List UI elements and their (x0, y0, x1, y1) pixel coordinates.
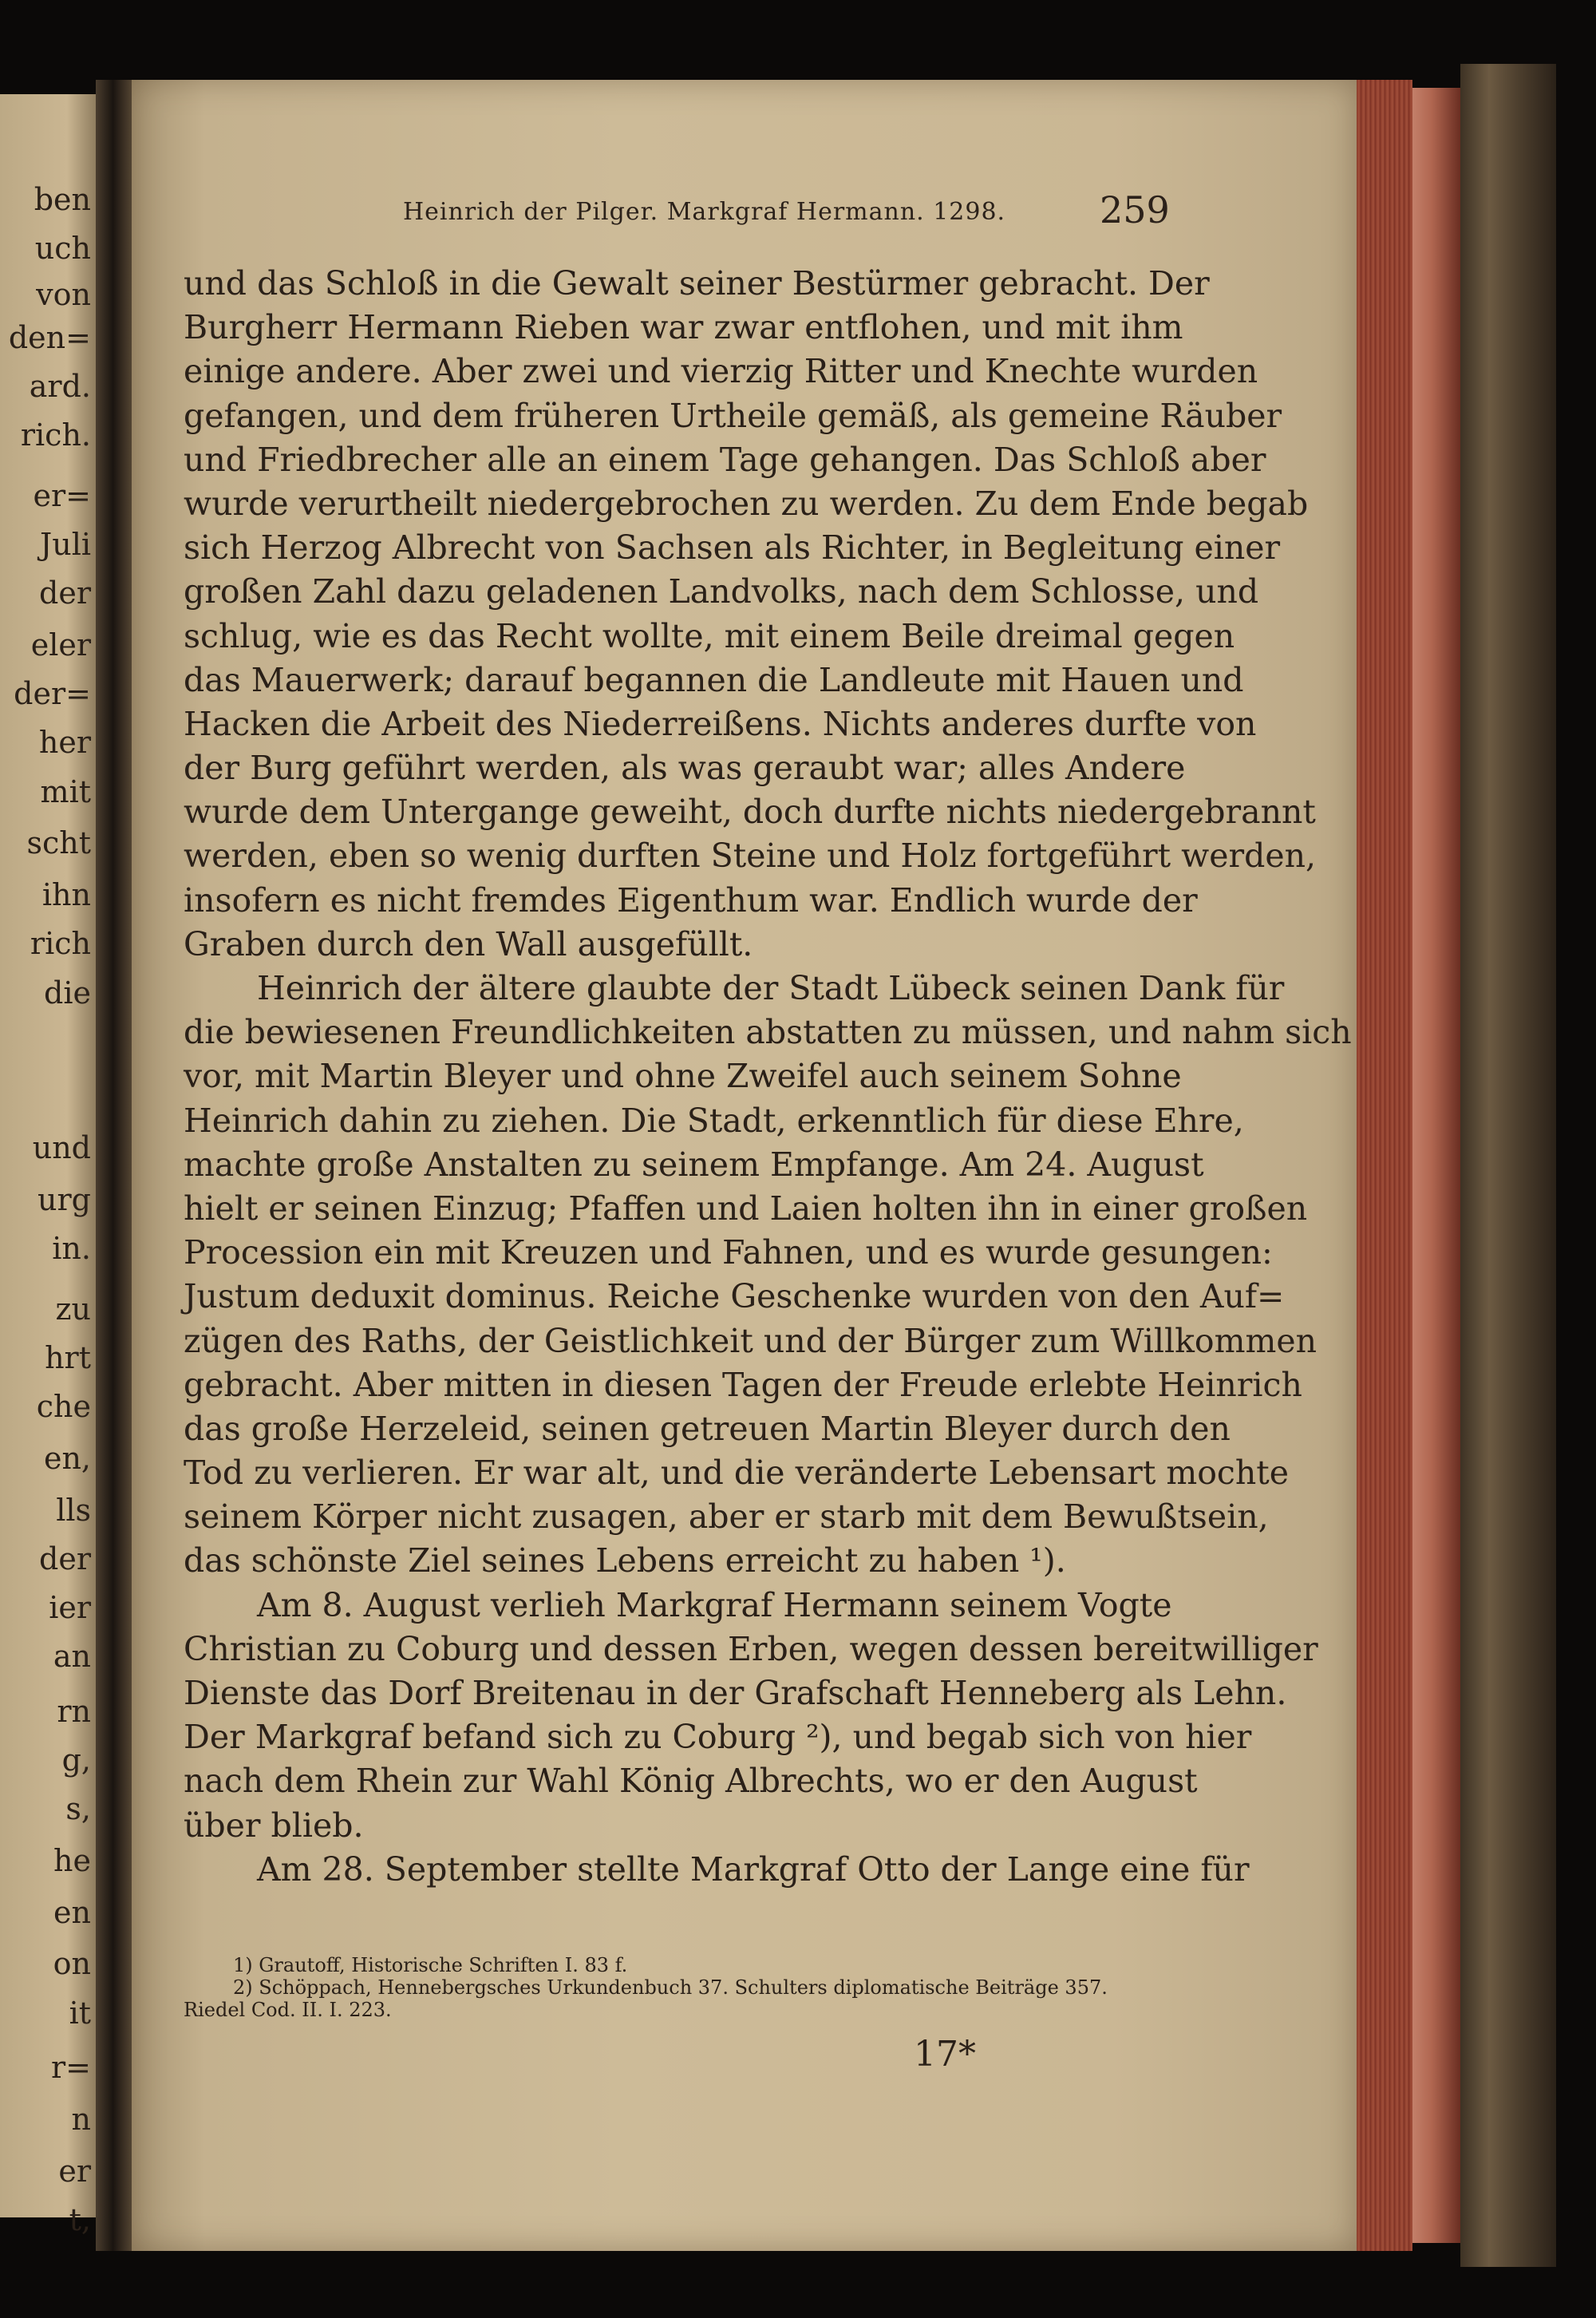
left-page-fragment: und (32, 1130, 91, 1165)
text-line: über blieb. (184, 1806, 364, 1845)
left-page-fragment: en (53, 1894, 91, 1930)
text-line: hielt er seinen Einzug; Pfaffen und Laien holten ihn in einer großen (184, 1189, 1308, 1228)
running-header: Heinrich der Pilger. Markgraf Hermann. 1298. (403, 198, 1006, 226)
text-line: sich Herzog Albrecht von Sachsen als Richter, in Begleitung einer (184, 528, 1281, 568)
footnote-1: 1) Grautoff, Historische Schriften I. 83 f. (233, 1954, 628, 1976)
text-line: das schönste Ziel seines Lebens erreicht zu haben ¹). (184, 1541, 1066, 1580)
left-page-fragment: er (58, 2153, 91, 2189)
left-page-fragment: mit (40, 773, 91, 809)
text-line: die bewiesenen Freundlichkeiten abstatten zu müssen, und nahm sich (184, 1013, 1352, 1052)
text-line: großen Zahl dazu geladenen Landvolks, nach dem Schlosse, und (184, 572, 1259, 611)
text-line: vor, mit Martin Bleyer und ohne Zweifel auch seinem Sohne (184, 1057, 1182, 1096)
left-page-fragment: urg (38, 1181, 91, 1217)
text-line: und das Schloß in die Gewalt seiner Bestürmer gebracht. Der (184, 264, 1210, 303)
text-line: das Mauerwerk; darauf begannen die Landleute mit Hauen und (184, 660, 1244, 699)
left-page-fragment: che (36, 1389, 91, 1424)
text-line: seinem Körper nicht zusagen, aber er starb mit dem Bewußtsein, (184, 1497, 1269, 1537)
text-line: machte große Anstalten zu seinem Empfange. Am 24. August (184, 1145, 1204, 1184)
text-line: und Friedbrecher alle an einem Tage gehangen. Das Schloß aber (184, 440, 1266, 479)
footnote-2-continued: Riedel Cod. II. I. 223. (184, 1999, 392, 2021)
left-page-fragment: it (69, 1995, 91, 2031)
page-edges-outer (1412, 88, 1460, 2243)
left-page-fragment: n (71, 2101, 91, 2137)
left-page-fragment: zu (55, 1291, 91, 1327)
left-page-fragment: ihn (41, 877, 91, 913)
text-line: nach dem Rhein zur Wahl König Albrechts, wo er den August (184, 1762, 1198, 1801)
left-page-fragment: rn (57, 1693, 91, 1729)
text-line: Am 8. August verlieh Markgraf Hermann seinem Vogte (257, 1585, 1172, 1624)
text-line: Dienste das Dorf Breitenau in der Grafschaft Henneberg als Lehn. (184, 1674, 1287, 1712)
text-line: Der Markgraf befand sich zu Coburg ²), und begab sich von hier (184, 1718, 1252, 1757)
left-page-fragment: die (44, 975, 91, 1011)
text-line: Tod zu verlieren. Er war alt, und die veränderte Lebensart mochte (184, 1454, 1290, 1493)
book-gutter (96, 80, 134, 2251)
body-text (184, 262, 1352, 1892)
footnotes (184, 1954, 1169, 2021)
text-line: Christian zu Coburg und dessen Erben, wegen dessen bereitwilliger (184, 1629, 1318, 1668)
left-page-fragment: den= (8, 319, 91, 355)
text-line: gebracht. Aber mitten in diesen Tagen der Freude erlebte Heinrich (184, 1365, 1302, 1404)
left-page-fragment: der (39, 1541, 91, 1576)
signature-mark: 17* (914, 2034, 976, 2075)
text-line: insofern es nicht fremdes Eigenthum war. Endlich wurde der (184, 880, 1198, 920)
left-page-fragment: an (53, 1639, 91, 1675)
text-line: schlug, wie es das Recht wollte, mit einem Beile dreimal gegen (184, 616, 1235, 655)
left-page-fragment: scht (26, 825, 91, 861)
left-page-fragment: rich. (20, 417, 91, 453)
left-page-fragment: ben (34, 182, 91, 217)
page-edges (1357, 80, 1412, 2251)
left-page-fragment: t, (69, 2201, 91, 2237)
text-line: Hacken die Arbeit des Niederreißens. Nichts anderes durfte von (184, 704, 1257, 743)
left-page-fragment: in. (52, 1231, 91, 1266)
left-page-fragment: ard. (29, 369, 91, 404)
text-line: zügen des Raths, der Geistlichkeit und der Bürger zum Willkommen (184, 1321, 1317, 1360)
text-line: Graben durch den Wall ausgefüllt. (184, 924, 753, 963)
book-cover (1460, 64, 1556, 2267)
text-line: wurde verurtheilt niedergebrochen zu werden. Zu dem Ende begab (184, 484, 1309, 523)
text-line: Burgherr Hermann Rieben war zwar entflohen, und mit ihm (184, 308, 1183, 347)
left-page-fragment: he (53, 1842, 91, 1878)
text-line: Heinrich der ältere glaubte der Stadt Lübeck seinen Dank für (257, 969, 1285, 1007)
text-line: der Burg geführt werden, als was geraubt war; alles Andere (184, 749, 1186, 788)
text-line: gefangen, und dem früheren Urtheile gemäß, als gemeine Räuber (184, 396, 1282, 435)
left-facing-page (0, 94, 96, 2237)
text-line: das große Herzeleid, seinen getreuen Martin Bleyer durch den (184, 1409, 1231, 1448)
left-page-fragment: uch (34, 231, 91, 267)
footnote-2: 2) Schöppach, Hennebergsches Urkundenbuch 37. Schulters diplomatische Beiträge 357. (233, 1976, 1108, 1999)
text-line: werden, eben so wenig durften Steine und Holz fortgeführt werden, (184, 837, 1317, 876)
left-page-fragment: eler (30, 627, 91, 663)
text-line: wurde dem Untergange geweiht, doch durfte nichts niedergebrannt (184, 793, 1316, 832)
text-line: einige andere. Aber zwei und vierzig Ritter und Knechte wurden (184, 352, 1258, 391)
left-page-fragment: r= (50, 2050, 91, 2085)
left-page-fragment: hrt (45, 1339, 91, 1375)
left-page-fragment: lls (56, 1492, 91, 1528)
left-page-fragment: s, (65, 1791, 91, 1826)
left-page-fragment: rich (30, 926, 91, 962)
page-number: 259 (1100, 188, 1170, 231)
left-page-fragment: er= (33, 477, 91, 513)
text-line: Procession ein mit Kreuzen und Fahnen, und es wurde gesungen: (184, 1233, 1273, 1272)
left-page-fragment: on (53, 1946, 91, 1982)
left-page-fragment: ier (49, 1590, 91, 1625)
text-line: Heinrich dahin zu ziehen. Die Stadt, erkenntlich für diese Ehre, (184, 1101, 1244, 1140)
left-page-fragment: her (38, 725, 91, 761)
left-page-fragment: von (36, 276, 91, 312)
left-page-fragment: g, (61, 1742, 91, 1778)
text-line: Am 28. September stellte Markgraf Otto der Lange eine für (257, 1849, 1250, 1889)
left-page-fragment: der= (14, 676, 91, 712)
text-line: Justum deduxit dominus. Reiche Geschenke wurden von den Auf= (184, 1277, 1285, 1316)
left-page-fragment: en, (43, 1440, 91, 1476)
left-page-fragment: Juli (39, 527, 91, 562)
left-page-fragment: der (39, 576, 91, 611)
